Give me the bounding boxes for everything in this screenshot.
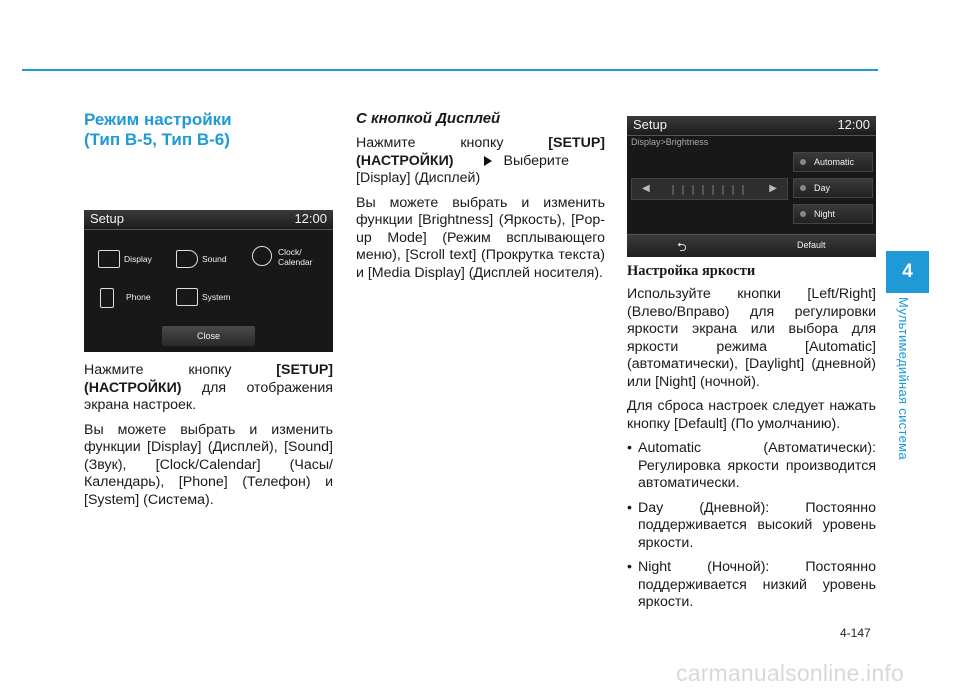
speaker-icon [176,250,198,268]
screen-bottom-bar [627,234,876,257]
list-item: • Night (Ночной): Постоянно поддерживается низкий уровень яркости. [627,559,876,612]
radio-icon [800,211,806,217]
display-icon [98,250,120,268]
list-item: • Day (Дневной): Постоянно поддерживается высокий уровень яркости. [627,500,876,553]
column-display-button [356,110,605,282]
paragraph: Нажмите кнопку [SETUP] (НАСТРОЙКИ) для отображения экрана настроек. [84,362,333,413]
list-item: • Automatic (Автоматически): Регулировка яркости производится автоматически. [627,440,876,493]
screen-time: 12:00 [294,211,327,226]
screen-title: Setup [90,211,124,226]
phone-icon [100,288,114,308]
arrow-right-icon [484,156,492,166]
default-button-image: Default [797,240,826,250]
screen-time: 12:00 [837,117,870,132]
automatic-option: Automatic [793,152,873,172]
watermark: carmanualsonline.info [676,660,904,686]
paragraph: Вы можете выбрать и изменить функции [Display] (Дисплей), [Sound] (Звук), [Clock/Calendar] (Часы/Календарь), [Phone] (Телефон) и [System] (Система). [84,421,333,508]
setup-screen-image [84,210,333,352]
section-title [84,110,333,150]
setup-key: [SETUP] (НАСТРОЙКИ) [84,362,333,396]
section-title-line2: (Тип B-5, Тип B-6) [84,130,230,149]
chapter-tab: 4 [886,251,929,293]
radio-icon [800,185,806,191]
system-label: System [202,292,231,302]
slider-ticks [672,185,747,195]
sound-label: Sound [202,254,227,264]
chapter-label: Мультимедийная система [896,297,911,460]
setup-key: [SETUP] (НАСТРОЙКИ) [356,135,605,169]
screen-breadcrumb: Display>Brightness [631,137,709,147]
column-brightness [627,116,876,612]
screen-header [627,116,876,136]
night-option: Night [793,204,873,224]
display-label: Display [124,254,152,264]
paragraph: Для сброса настроек следует нажать кнопку [Default] (По умолчанию). [627,398,876,432]
paragraph: Вы можете выбрать и изменить функции [Brightness] (Яркость), [Pop-up Mode] (Режим всплывающего меню), [Scroll text] (Прокрутка текста) и [Media Display] (Дисплей носителя). [356,194,605,281]
section-title-line1: Режим настройки [84,110,232,129]
brightness-screen-image [627,116,876,257]
right-arrow-icon: ▶ [769,183,777,194]
paragraph: Нажмите кнопку [SETUP] (НАСТРОЙКИ) Выберите [Display] (Дисплей) [356,135,605,186]
column-setup-mode [84,110,333,509]
day-option: Day [793,178,873,198]
calendar-label: Calendar [278,257,313,267]
subsection-title: Настройка яркости [627,263,756,279]
folder-gear-icon [176,288,198,306]
clock-icon [252,246,272,266]
clock-label: Clock/ [278,247,302,257]
subsection-title: С кнопкой Дисплей [356,110,501,127]
left-arrow-icon: ◀ [642,183,650,194]
paragraph: Используйте кнопки [Left/Right] (Влево/Вправо) для регулировки яркости экрана или выбора для яркости режима [Automatic] (автоматически), [Daylight] (дневной) или [Night] (ночной). [627,286,876,390]
brightness-slider [631,178,788,200]
mode-list [627,440,876,612]
radio-icon [800,159,806,165]
back-icon: ⮌ [677,240,687,254]
screen-header [84,210,333,230]
phone-label: Phone [126,292,151,302]
screen-title: Setup [633,117,667,132]
top-rule [22,69,878,71]
close-button-image: Close [162,326,255,346]
page-number: 4-147 [840,626,871,640]
